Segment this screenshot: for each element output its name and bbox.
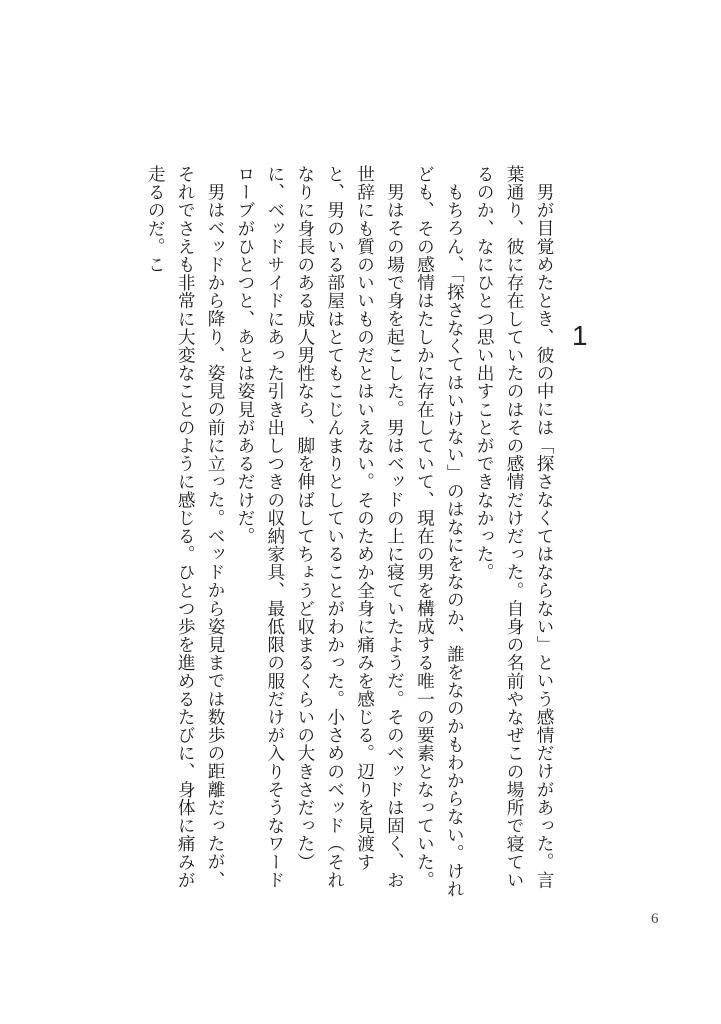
paragraph-2: もちろん、「探さなくてはいけない」のはなにをなのか、誰をなのかもわからない。けれども、その感情はたしかに存在していて、現在の男を構成する唯一の要素となっていた。 bbox=[414, 165, 465, 898]
paragraph-4: 男はベッドから降り、姿見の前に立った。ベッドから姿見までは数歩の距離だったが、それでさえも非常に大変なことのように感じる。ひとつ歩を進めるたびに、身体に痛みが走るのだ。こ bbox=[145, 165, 226, 889]
paragraph-1: 男が目覚めたとき、彼の中には「探さなくてはならない」という感情だけがあった。言葉通り、彼に存在していたのはその感情だけだった。自身の名前やなぜこの場所で寝ているのか、なにひとつ思い出すことができなかった。 bbox=[474, 165, 554, 889]
page-number: 6 bbox=[651, 911, 659, 927]
paragraph-3: 男はその場で身を起こした。男はベッドの上に寝ていたようだ。そのベッドは固く、お世辞にも質のいいものだとはいえない。そのためか全身に痛みを感じる。辺りを見渡すと、男のいる部屋はとてもこじんまりとしていることがわかった。小さめのベッド（それなりに身長のある成人男性なら、脚を伸ばしてちょうど収まるくらいの大きさだった）に、ベッドサイドにあった引き出しつきの収納家具、最低限の服だけが入りそうなワードローブがひとつと、あとは姿見があるだけだ。 bbox=[234, 165, 405, 889]
chapter-number: 1 bbox=[572, 320, 588, 351]
body-text bbox=[145, 165, 558, 905]
